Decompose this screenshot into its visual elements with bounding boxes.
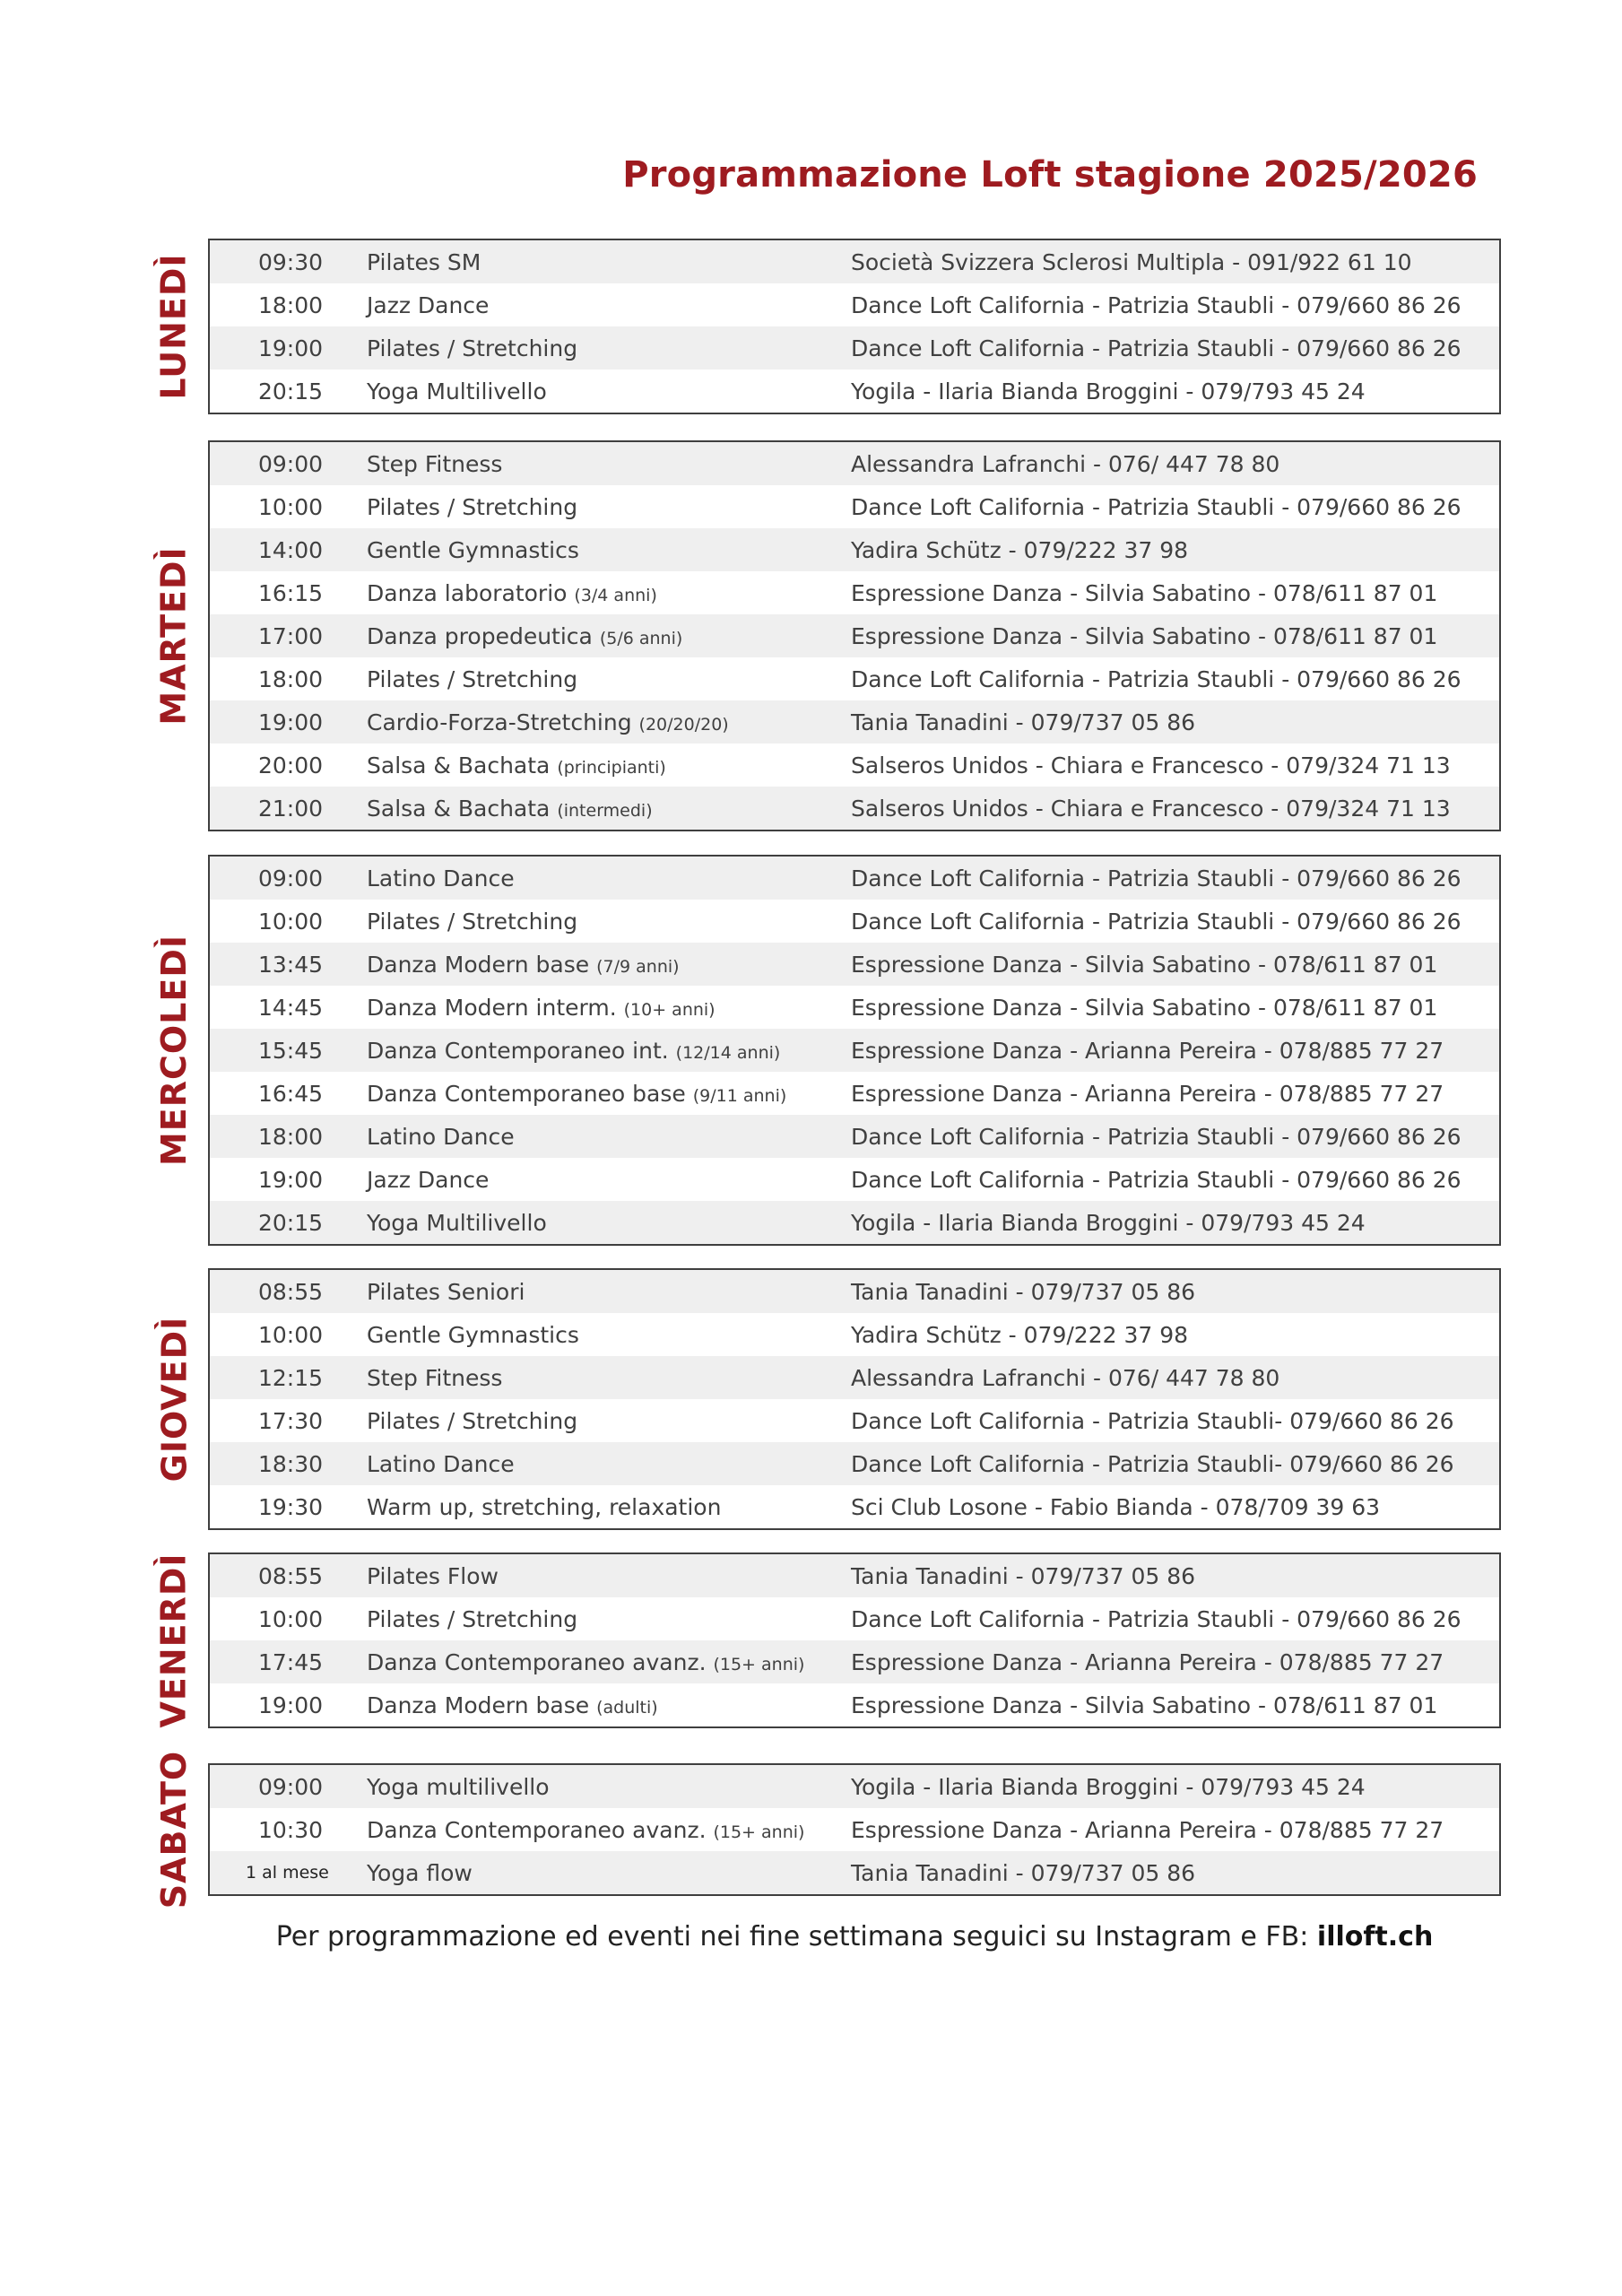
class-activity — [367, 952, 851, 978]
schedule-row — [210, 326, 1499, 370]
class-time: 17:45 — [258, 1648, 324, 1675]
class-time: 12:15 — [258, 1364, 324, 1391]
class-activity — [367, 494, 851, 520]
class-time: 10:00 — [258, 493, 324, 520]
class-instructor: Società Svizzera Sclerosi Multipla - 091/922 61 10 — [851, 248, 1412, 275]
class-instructor: Espressione Danza - Arianna Pereira - 078/885 77 27 — [851, 1080, 1444, 1107]
class-activity — [367, 1038, 851, 1064]
class-instructor: Tania Tanadini - 079/737 05 86 — [851, 1859, 1196, 1886]
day-label — [143, 239, 204, 414]
class-instructor: Alessandra Lafranchi - 076/ 447 78 80 — [851, 1364, 1280, 1391]
activity-name: Danza Contemporaneo avanz. — [367, 1816, 707, 1843]
day-label-text: MERCOLEDÌ — [154, 934, 195, 1167]
class-activity — [367, 1451, 851, 1477]
activity-name: Danza propedeutica — [367, 622, 593, 649]
class-time: 17:00 — [258, 622, 324, 649]
class-instructor: Tania Tanadini - 079/737 05 86 — [851, 1562, 1196, 1589]
class-instructor: Dance Loft California - Patrizia Staubli - 079/660 86 26 — [851, 335, 1462, 361]
activity-name: Yoga multilivello — [367, 1773, 550, 1800]
class-time: 19:00 — [258, 1692, 324, 1718]
activity-name: Pilates / Stretching — [367, 1407, 578, 1434]
activity-name: Cardio-Forza-Stretching — [367, 709, 632, 735]
class-activity — [367, 1563, 851, 1589]
class-time: 20:15 — [258, 378, 324, 404]
activity-name: Jazz Dance — [367, 291, 490, 318]
class-time: 09:00 — [258, 450, 324, 477]
class-instructor: Yadira Schütz - 079/222 37 98 — [851, 1321, 1189, 1348]
activity-name: Danza Contemporaneo base — [367, 1080, 686, 1107]
schedule-row — [210, 1029, 1499, 1072]
schedule-row — [210, 787, 1499, 830]
schedule-row — [210, 1765, 1499, 1808]
class-time: 1 al mese — [246, 1863, 329, 1883]
activity-name: Pilates / Stretching — [367, 335, 578, 361]
class-time: 18:00 — [258, 291, 324, 318]
class-activity — [367, 1081, 851, 1107]
class-activity — [367, 335, 851, 361]
class-activity — [367, 666, 851, 692]
class-time: 08:55 — [258, 1562, 324, 1589]
day-label-text: LUNEDÌ — [154, 253, 195, 400]
class-instructor: Yogila - Ilaria Bianda Broggini - 079/793 45 24 — [851, 1209, 1366, 1236]
activity-name: Pilates / Stretching — [367, 665, 578, 692]
activity-name: Jazz Dance — [367, 1166, 490, 1193]
schedule-row — [210, 1158, 1499, 1201]
activity-name: Pilates Flow — [367, 1562, 499, 1589]
activity-name: Step Fitness — [367, 450, 503, 477]
schedule-row — [210, 986, 1499, 1029]
class-time: 18:00 — [258, 1123, 324, 1150]
schedule-row — [210, 1115, 1499, 1158]
activity-name: Latino Dance — [367, 865, 515, 891]
day-label — [143, 1268, 204, 1530]
class-instructor: Espressione Danza - Arianna Pereira - 078/885 77 27 — [851, 1648, 1444, 1675]
class-activity — [367, 1365, 851, 1391]
class-activity — [367, 1322, 851, 1348]
class-instructor: Espressione Danza - Silvia Sabatino - 078/611 87 01 — [851, 579, 1438, 606]
class-instructor: Espressione Danza - Silvia Sabatino - 078/611 87 01 — [851, 1692, 1438, 1718]
class-activity — [367, 1606, 851, 1632]
activity-name: Gentle Gymnastics — [367, 536, 579, 563]
class-activity — [367, 1494, 851, 1520]
activity-note: (9/11 anni) — [692, 1085, 787, 1106]
class-instructor: Dance Loft California - Patrizia Staubli- 079/660 86 26 — [851, 1407, 1454, 1434]
day-label — [143, 440, 204, 831]
class-instructor: Yogila - Ilaria Bianda Broggini - 079/793 45 24 — [851, 378, 1366, 404]
class-activity — [367, 451, 851, 477]
page-title: Programmazione Loft stagione 2025/2026 — [622, 154, 1478, 196]
class-instructor: Salseros Unidos - Chiara e Francesco - 079/324 71 13 — [851, 795, 1451, 822]
class-activity — [367, 1408, 851, 1434]
class-instructor: Dance Loft California - Patrizia Staubli - 079/660 86 26 — [851, 493, 1462, 520]
class-activity — [367, 1279, 851, 1305]
day-label-text: MARTEDÌ — [154, 546, 194, 726]
class-activity — [367, 1124, 851, 1150]
activity-note: (12/14 anni) — [675, 1042, 781, 1063]
activity-name: Danza laboratorio — [367, 579, 568, 606]
class-activity — [367, 909, 851, 935]
class-instructor: Dance Loft California - Patrizia Staubli - 079/660 86 26 — [851, 865, 1462, 891]
activity-note: (15+ anni) — [713, 1654, 805, 1674]
day-block — [208, 1268, 1501, 1530]
schedule-row — [210, 1485, 1499, 1528]
class-activity — [367, 1692, 851, 1718]
class-instructor: Alessandra Lafranchi - 076/ 447 78 80 — [851, 450, 1280, 477]
activity-name: Pilates Seniori — [367, 1278, 525, 1305]
activity-name: Yoga Multilivello — [367, 1209, 547, 1236]
day-label-text: VENERDÌ — [154, 1552, 195, 1728]
activity-note: (20/20/20) — [638, 714, 729, 735]
class-instructor: Dance Loft California - Patrizia Staubli - 079/660 86 26 — [851, 1166, 1462, 1193]
schedule-row — [210, 485, 1499, 528]
class-activity — [367, 796, 851, 822]
schedule-row — [210, 571, 1499, 614]
class-instructor: Espressione Danza - Arianna Pereira - 078/885 77 27 — [851, 1816, 1444, 1843]
class-instructor: Tania Tanadini - 079/737 05 86 — [851, 709, 1196, 735]
class-time: 15:45 — [258, 1037, 324, 1064]
class-time: 10:30 — [258, 1816, 324, 1843]
schedule-row — [210, 1851, 1499, 1894]
class-time: 13:45 — [258, 951, 324, 978]
activity-name: Danza Contemporaneo int. — [367, 1037, 669, 1064]
activity-name: Salsa & Bachata — [367, 795, 551, 822]
activity-name: Yoga flow — [367, 1859, 473, 1886]
schedule-row — [210, 1683, 1499, 1726]
class-instructor: Yogila - Ilaria Bianda Broggini - 079/793 45 24 — [851, 1773, 1366, 1800]
day-label-text: SABATO — [154, 1750, 194, 1909]
activity-name: Yoga Multilivello — [367, 378, 547, 404]
class-instructor: Espressione Danza - Silvia Sabatino - 078/611 87 01 — [851, 994, 1438, 1021]
activity-note: (10+ anni) — [623, 999, 716, 1020]
schedule-row — [210, 657, 1499, 700]
activity-name: Latino Dance — [367, 1450, 515, 1477]
class-time: 09:00 — [258, 1773, 324, 1800]
class-time: 10:00 — [258, 1321, 324, 1348]
schedule-row — [210, 442, 1499, 485]
class-time: 21:00 — [258, 795, 324, 822]
class-time: 16:15 — [258, 579, 324, 606]
schedule-row — [210, 943, 1499, 986]
class-activity — [367, 537, 851, 563]
schedule-row — [210, 370, 1499, 413]
class-activity — [367, 995, 851, 1021]
class-time: 20:15 — [258, 1209, 324, 1236]
class-time: 09:00 — [258, 865, 324, 891]
day-block — [208, 239, 1501, 414]
activity-name: Pilates / Stretching — [367, 908, 578, 935]
activity-note: (15+ anni) — [713, 1822, 805, 1842]
class-activity — [367, 752, 851, 778]
class-time: 18:00 — [258, 665, 324, 692]
class-time: 09:30 — [258, 248, 324, 275]
class-time: 18:30 — [258, 1450, 324, 1477]
activity-name: Pilates SM — [367, 248, 481, 275]
class-time: 10:00 — [258, 1605, 324, 1632]
day-block — [208, 855, 1501, 1246]
class-activity — [367, 623, 851, 649]
schedule-row — [210, 1554, 1499, 1597]
class-instructor: Dance Loft California - Patrizia Staubli - 079/660 86 26 — [851, 665, 1462, 692]
schedule-row — [210, 1270, 1499, 1313]
day-block — [208, 1763, 1501, 1896]
class-time: 19:00 — [258, 1166, 324, 1193]
class-instructor: Dance Loft California - Patrizia Staubli - 079/660 86 26 — [851, 1123, 1462, 1150]
schedule-row — [210, 1399, 1499, 1442]
class-time: 16:45 — [258, 1080, 324, 1107]
schedule-row — [210, 283, 1499, 326]
schedule-row — [210, 1808, 1499, 1851]
class-activity — [367, 249, 851, 275]
activity-note: (3/4 anni) — [574, 585, 657, 605]
activity-name: Danza Modern base — [367, 1692, 590, 1718]
class-instructor: Dance Loft California - Patrizia Staubli - 079/660 86 26 — [851, 1605, 1462, 1632]
class-activity — [367, 709, 851, 735]
class-time: 19:00 — [258, 709, 324, 735]
activity-name: Salsa & Bachata — [367, 752, 551, 778]
class-activity — [367, 580, 851, 606]
class-time: 20:00 — [258, 752, 324, 778]
schedule-row — [210, 1072, 1499, 1115]
day-block — [208, 1552, 1501, 1728]
schedule-row — [210, 857, 1499, 900]
schedule-row — [210, 240, 1499, 283]
class-activity — [367, 1167, 851, 1193]
schedule-row — [210, 1640, 1499, 1683]
class-time: 14:45 — [258, 994, 324, 1021]
class-instructor: Espressione Danza - Silvia Sabatino - 078/611 87 01 — [851, 622, 1438, 649]
activity-name: Danza Modern interm. — [367, 994, 617, 1021]
day-label — [143, 1750, 204, 1909]
class-activity — [367, 1649, 851, 1675]
class-time: 17:30 — [258, 1407, 324, 1434]
activity-name: Danza Contemporaneo avanz. — [367, 1648, 707, 1675]
activity-name: Danza Modern base — [367, 951, 590, 978]
class-instructor: Dance Loft California - Patrizia Staubli - 079/660 86 26 — [851, 291, 1462, 318]
activity-note: (intermedi) — [557, 800, 653, 821]
class-instructor: Yadira Schütz - 079/222 37 98 — [851, 536, 1189, 563]
class-time: 14:00 — [258, 536, 324, 563]
class-activity — [367, 1817, 851, 1843]
schedule-row — [210, 700, 1499, 744]
activity-name: Warm up, stretching, relaxation — [367, 1493, 722, 1520]
class-activity — [367, 1860, 851, 1886]
class-instructor: Espressione Danza - Silvia Sabatino - 078/611 87 01 — [851, 951, 1438, 978]
schedule-row — [210, 744, 1499, 787]
activity-note: (principianti) — [557, 757, 666, 778]
class-activity — [367, 865, 851, 891]
class-instructor: Espressione Danza - Arianna Pereira - 078/885 77 27 — [851, 1037, 1444, 1064]
class-instructor: Tania Tanadini - 079/737 05 86 — [851, 1278, 1196, 1305]
class-instructor: Dance Loft California - Patrizia Staubli- 079/660 86 26 — [851, 1450, 1454, 1477]
day-block — [208, 440, 1501, 831]
schedule-row — [210, 1201, 1499, 1244]
activity-note: (adulti) — [596, 1697, 658, 1718]
activity-name: Latino Dance — [367, 1123, 515, 1150]
day-label-text: GIOVEDÌ — [154, 1316, 195, 1483]
class-activity — [367, 1774, 851, 1800]
class-activity — [367, 292, 851, 318]
schedule-row — [210, 1356, 1499, 1399]
class-time: 10:00 — [258, 908, 324, 935]
activity-name: Step Fitness — [367, 1364, 503, 1391]
footer-text: Per programmazione ed eventi nei fine settimana seguici su Instagram e FB: — [275, 1921, 1317, 1952]
class-activity — [367, 378, 851, 404]
schedule-row — [210, 1313, 1499, 1356]
class-instructor: Sci Club Losone - Fabio Bianda - 078/709 39 63 — [851, 1493, 1381, 1520]
activity-name: Gentle Gymnastics — [367, 1321, 579, 1348]
activity-name: Pilates / Stretching — [367, 493, 578, 520]
schedule-row — [210, 900, 1499, 943]
website-link[interactable]: illoft.ch — [1316, 1921, 1434, 1952]
class-time: 19:00 — [258, 335, 324, 361]
schedule-row — [210, 614, 1499, 657]
class-time: 08:55 — [258, 1278, 324, 1305]
schedule-row — [210, 1442, 1499, 1485]
class-instructor: Dance Loft California - Patrizia Staubli - 079/660 86 26 — [851, 908, 1462, 935]
day-label — [143, 855, 204, 1246]
activity-note: (7/9 anni) — [596, 956, 680, 977]
activity-note: (5/6 anni) — [599, 628, 683, 648]
day-label — [143, 1552, 204, 1728]
schedule-row — [210, 1597, 1499, 1640]
schedule-row — [210, 528, 1499, 571]
class-instructor: Salseros Unidos - Chiara e Francesco - 079/324 71 13 — [851, 752, 1451, 778]
activity-name: Pilates / Stretching — [367, 1605, 578, 1632]
class-time: 19:30 — [258, 1493, 324, 1520]
footer-note — [208, 1921, 1501, 1952]
class-activity — [367, 1210, 851, 1236]
